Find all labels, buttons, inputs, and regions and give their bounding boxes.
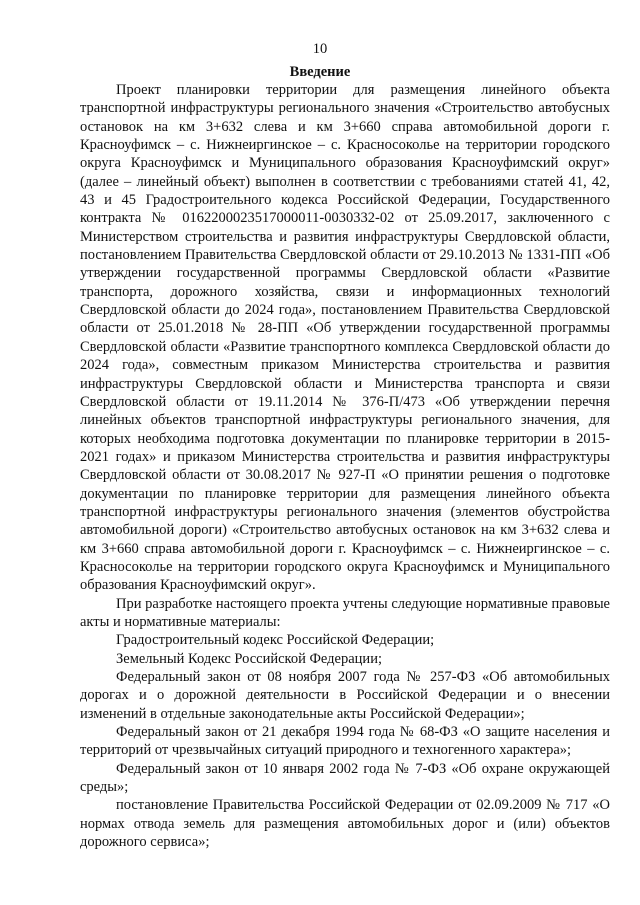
regulation-item: постановление Правительства Российской Федерации от 02.09.2009 № 717 «О нормах отвода земель для размещения автомобильных дорог и (или) объектов дорожного сервиса»; (80, 797, 610, 851)
regulation-item: Земельный Кодекс Российской Федерации; (116, 650, 382, 667)
intro-paragraph: Проект планировки территории для размещения линейного объекта транспортной инфраструктуры регионального значения «Строительство автобусных остановок на км 3+632 слева и км 3+660 справа автомобильной дороги г. Красноуфимск – с. Нижнеиргинское – с. Красносоколье на территории городского округа Красноуфимск и Муниципального образования Красноуфимский округ» (далее – линейный объект) выполнен в соответствии с требованиями статей 41, 42, 43 и 45 Градостроительного кодекса Российской Федерации, Государственного контракта № 0162200023517000011-0030332-02 от 25.09.2017, заключенного с Министерством строительства и развития инфраструктуры Свердловской области, постановлением Правительства Свердловской области от 29.10.2013 № 1331-ПП «Об утверждении государственной программы Свердловской области «Развитие транспорта, дорожного хозяйства, связи и информационных технологий Свердловской области до 2024 года», постановлением Правительства Свердловской области от 25.01.2018 № 28-ПП «Об утверждении государственной программы Свердловской области «Развитие транспортного комплекса Свердловской области до 2024 года», совместным приказом Министерства строительства и развития инфраструктуры Свердловской области и Министерства транспорта и связи Свердловской области от 19.11.2014 № 376-П/473 «Об утверждении перечня линейных объектов транспортной инфраструктуры регионального значения, для которых необходима подготовка документации по планировке территории в 2015-2021 годах» и приказом Министерства строительства и развития инфраструктуры Свердловской области от 30.08.2017 № 927-П «О принятии решения о подготовке документации по планировке территории для размещения линейного объекта транспортной инфраструктуры регионального значения (элементов обустройства автомобильной дороги) «Строительство автобусных остановок на км 3+632 слева и км 3+660 справа автомобильной дороги г. Красноуфимск – с. Нижнеиргинское – с. Красносоколье на территории городского округа Красноуфимск и Муниципального образования Красноуфимский округ». (80, 82, 610, 594)
regulation-item: Градостроительный кодекс Российской Федерации; (116, 632, 435, 649)
document-body (80, 81, 610, 851)
regulation-item: Федеральный закон от 08 ноября 2007 года № 257-ФЗ «Об автомобильных дорогах и о дорожной деятельности в Российской Федерации и о внесении изменений в отдельные законодательные акты Российской Федерации»; (80, 669, 610, 722)
page-number: 10 (312, 41, 328, 57)
regulation-item: Федеральный закон от 10 января 2002 года № 7-ФЗ «Об охране окружающей среды»; (80, 760, 610, 796)
regulations-intro: При разработке настоящего проекта учтены следующие нормативные правовые акты и нормативные материалы: (80, 595, 610, 630)
section-heading: Введение (289, 64, 351, 80)
regulation-item: Федеральный закон от 21 декабря 1994 года № 68-ФЗ «О защите населения и территорий от чрезвычайных ситуаций природного и техногенного характера»; (80, 724, 610, 759)
